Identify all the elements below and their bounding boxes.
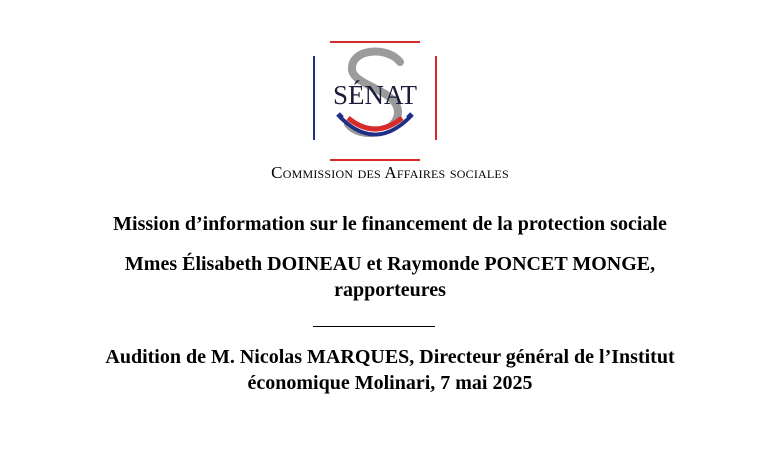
commission-title: Commission des Affaires sociales — [271, 163, 509, 182]
rapporteurs-line-2: rapporteures — [334, 279, 446, 301]
senat-logo — [308, 36, 442, 166]
rapporteurs-line-1: Mmes Élisabeth DOINEAU et Raymonde PONCET MONGE, — [124, 253, 656, 275]
senat-logo-text: SÉNAT — [332, 80, 418, 110]
divider — [313, 326, 435, 327]
audition-line-2: économique Molinari, 7 mai 2025 — [247, 372, 533, 394]
audition-line-1: Audition de M. Nicolas MARQUES, Directeur général de l’Institut — [105, 346, 675, 368]
mission-title: Mission d’information sur le financement de la protection sociale — [113, 213, 667, 235]
